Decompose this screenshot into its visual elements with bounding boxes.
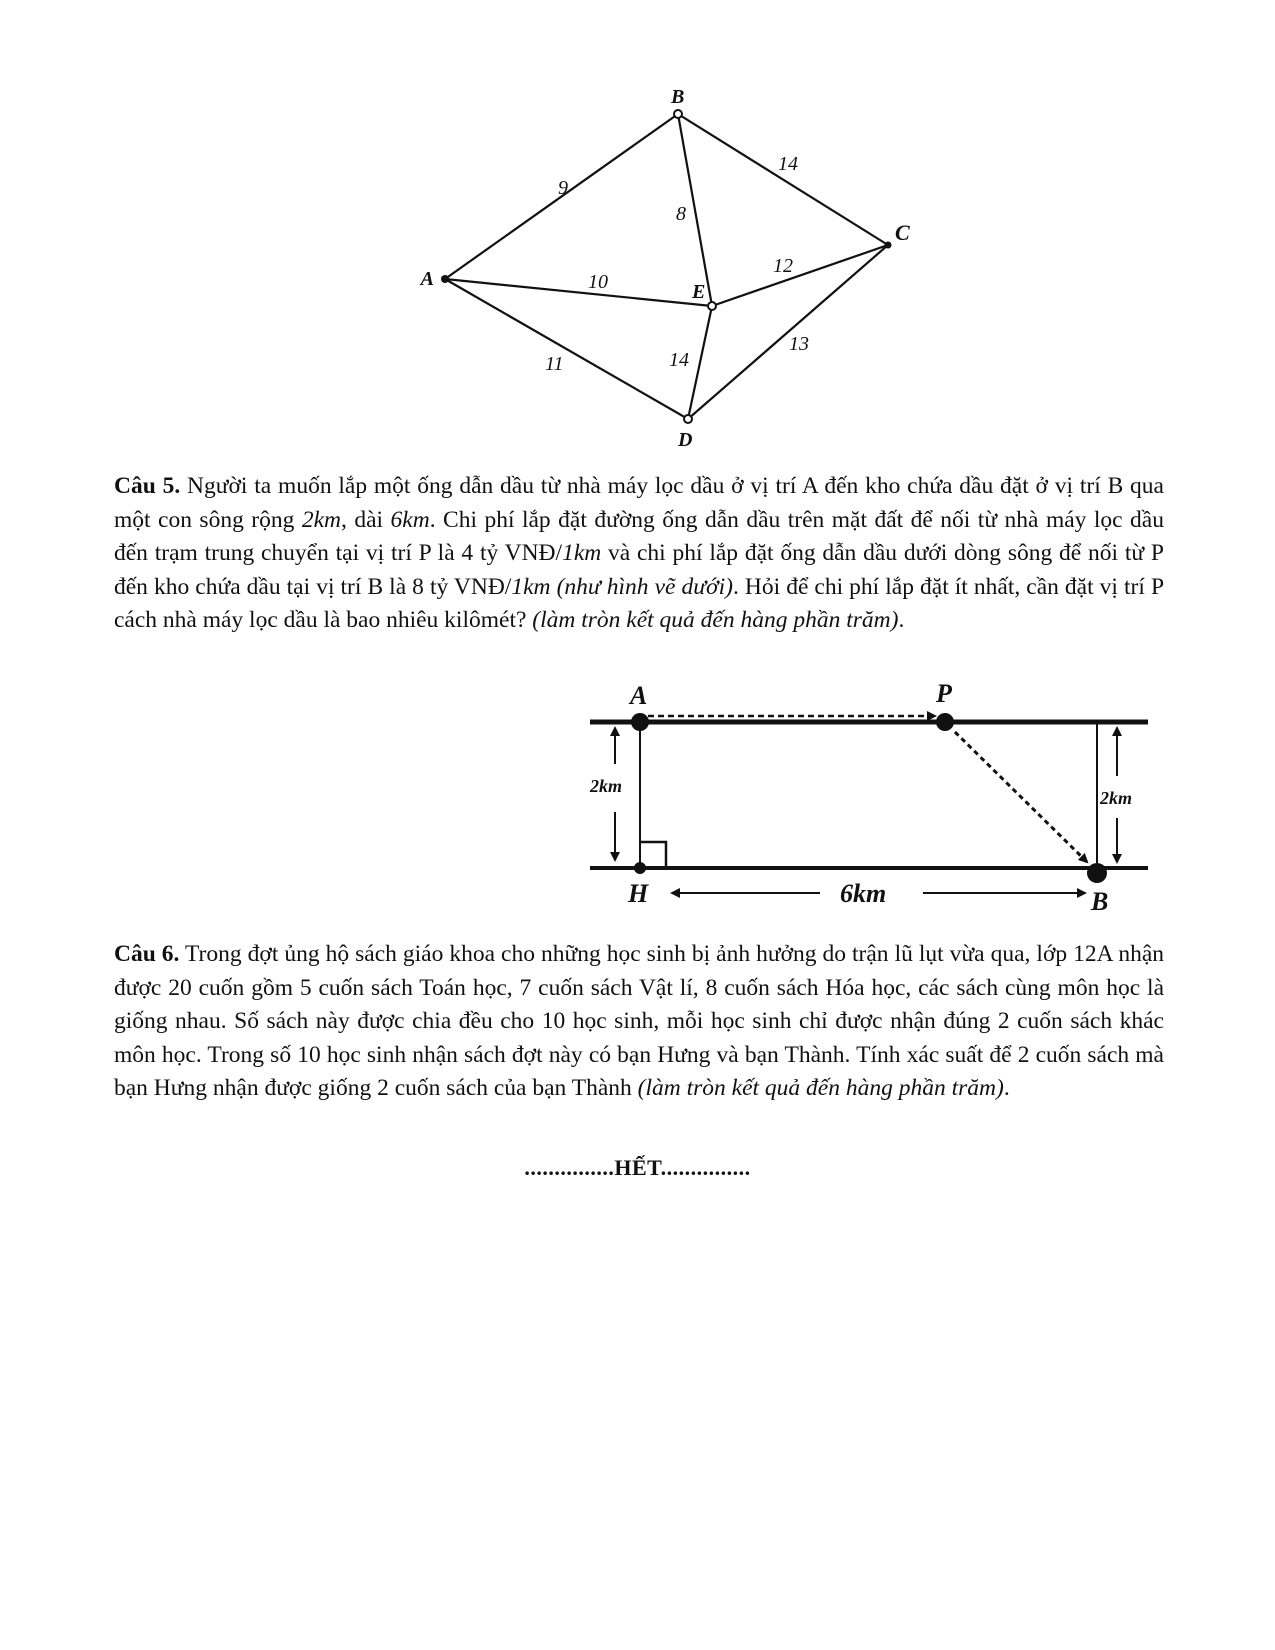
- river-label-a: A: [630, 681, 648, 710]
- edge-weight-bc: 14: [778, 153, 798, 175]
- question-6: [114, 938, 1164, 1106]
- vertex-label-b: B: [671, 86, 685, 108]
- point-b: [1087, 863, 1107, 883]
- q5-note-2: (làm tròn kết quả đến hàng phần trăm): [532, 607, 899, 634]
- q5-text-2: , dài: [341, 506, 391, 533]
- river-width-right-label: 2km: [1100, 788, 1133, 808]
- edge-weight-ad: 11: [545, 353, 564, 375]
- edge-weight-ab: 9: [558, 177, 568, 199]
- point-p: [936, 713, 954, 731]
- edge-weight-cd: 13: [789, 333, 809, 355]
- q5-text-4: và chi phí lắp đặt ống dẫn dầu dưới dòng sông để nối từ P đến kho chứa dầu tại vị trí B là 8 tỷ VNĐ/: [114, 540, 1164, 600]
- arrow-p-to-b: [955, 732, 1087, 862]
- river-label-b: B: [1091, 887, 1109, 916]
- vertex-label-c: C: [895, 220, 910, 245]
- river-width-left-label: 2km: [590, 776, 623, 796]
- river-label-p: P: [936, 679, 952, 708]
- river-length-label: 6km: [840, 879, 887, 908]
- edge-weight-be: 8: [676, 203, 686, 225]
- question-6-label: Câu 6.: [114, 941, 180, 967]
- q5-text-6: . Hỏi để chi phí lắp đặt ít nhất, cần đặt vị trí P cách nhà máy lọc dầu là bao nhiêu kilômét?: [114, 573, 1165, 634]
- q5-river-width: 2km: [301, 506, 342, 533]
- q6-text-2: .: [1003, 1075, 1010, 1102]
- edge-weight-ed: 14: [669, 349, 689, 371]
- vertex-label-a: A: [420, 268, 434, 290]
- q5-text-7: .: [898, 607, 905, 634]
- q5-river-length: 6km: [390, 506, 430, 533]
- q5-unit-1: 1km: [562, 540, 602, 567]
- q5-text-3: . Chi phí lắp đặt đường ống dẫn dầu trên mặt đất để nối từ nhà máy lọc dầu đến trạm trung chuyển tại vị trí P là 4 tỷ VNĐ/: [114, 506, 1164, 567]
- vertex-label-d: D: [678, 429, 693, 451]
- point-a: [631, 713, 649, 731]
- q5-text-1: Người ta muốn lắp một ống dẫn dầu từ nhà máy lọc dầu ở vị trí A đến kho chứa dầu đặt ở vị trí B qua một con sông rộng: [114, 473, 1164, 533]
- edge-weight-ae: 10: [588, 271, 608, 293]
- q6-text-1: Trong đợt ủng hộ sách giáo khoa cho những học sinh bị ảnh hưởng do trận lũ lụt vừa qua, lớp 12A nhận được 20 cuốn gồm 5 cuốn sách Toán học, 7 cuốn sách Vật lí, 8 cuốn sách Hóa học, các sách cùng môn học là giống nhau. Số sách này được chia đều cho 10 học sinh, mỗi học sinh chỉ được nhận đúng 2 cuốn sách khác môn học. Trong số 10 học sinh nhận sách đợt này có bạn Hưng và bạn Thành. Tính xác suất để 2 cuốn sách mà bạn Hưng nhận được giống 2 cuốn sách của bạn Thành: [114, 941, 1164, 1102]
- point-h: [634, 862, 646, 874]
- q6-note: (làm tròn kết quả đến hàng phần trăm): [637, 1075, 1004, 1102]
- q5-note-1: (như hình vẽ dưới): [556, 573, 733, 600]
- edge-weight-ec: 12: [773, 255, 793, 277]
- river-label-h: H: [628, 879, 649, 908]
- end-mark: ...............HẾT...............: [524, 1155, 751, 1180]
- question-5-label: Câu 5.: [114, 473, 181, 499]
- vertex-label-e: E: [692, 281, 706, 303]
- q5-unit-2: 1km: [511, 573, 551, 600]
